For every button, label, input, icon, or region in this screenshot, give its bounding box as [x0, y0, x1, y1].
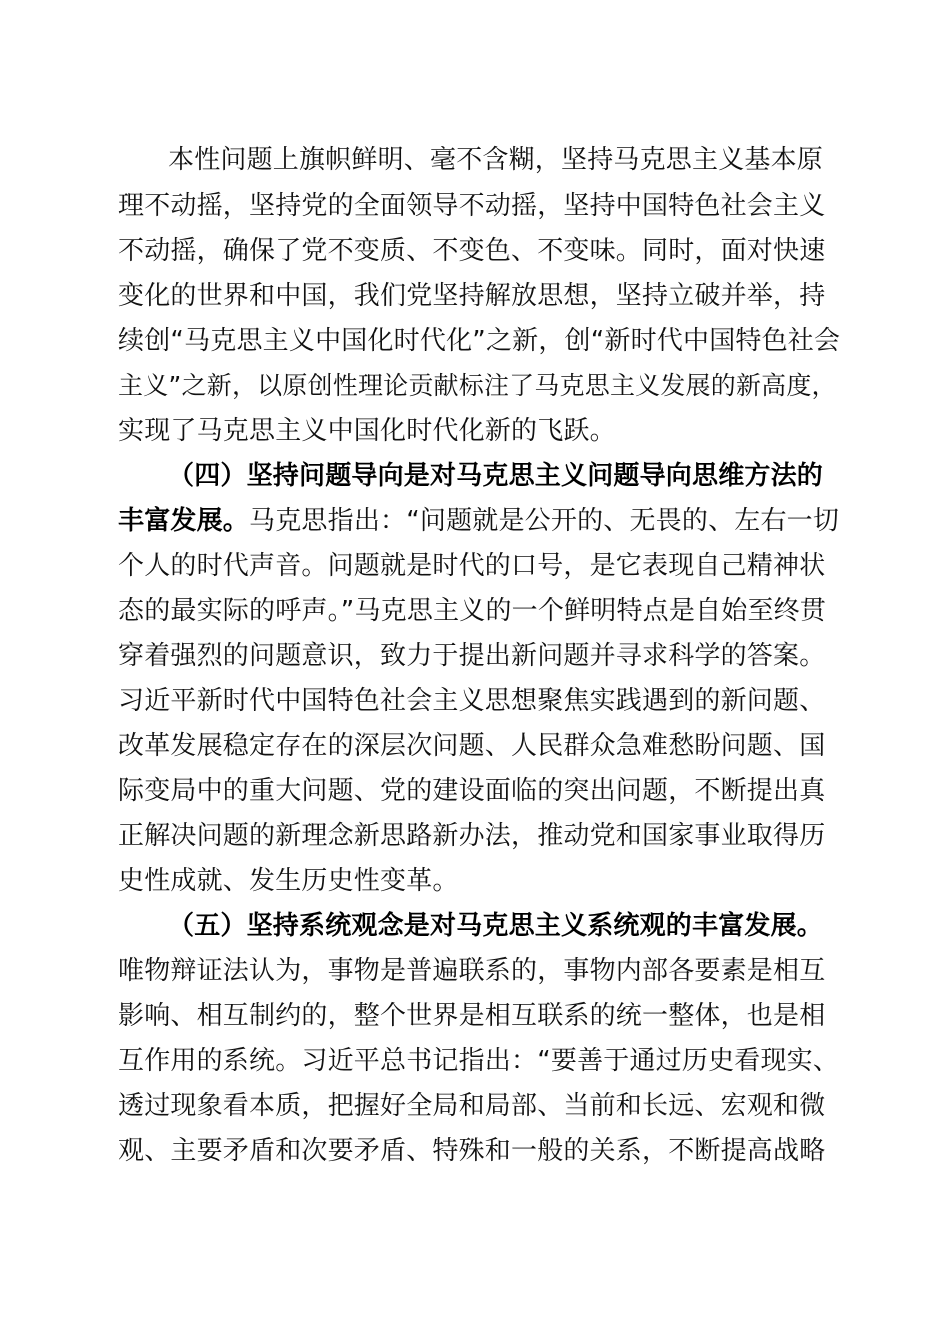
paragraph-line: 际变局中的重大问题、党的建设面临的突出问题，不断提出真 [118, 776, 826, 806]
paragraph-line [118, 499, 839, 543]
paragraph-line: 个人的时代声音。问题就是时代的口号，是它表现自己精神状 [118, 551, 826, 581]
paragraph-line: 习近平新时代中国特色社会主义思想聚焦实践遇到的新问题、 [118, 686, 826, 716]
paragraph-line: 影响、相互制约的，整个世界是相互联系的统一整体，也是相 [118, 1001, 826, 1031]
paragraph-line: 主义”之新，以原创性理论贡献标注了马克思主义发展的新高度， [118, 371, 837, 400]
paragraph-line: 透过现象看本质，把握好全局和局部、当前和长远、宏观和微 [118, 1091, 826, 1121]
paragraph-line: 理不动摇，坚持党的全面领导不动摇，坚持中国特色社会主义 [118, 191, 826, 221]
paragraph-line: 态的最实际的呼声。”马克思主义的一个鲜明特点是自始至终贯 [118, 596, 827, 626]
paragraph-line: 互作用的系统。习近平总书记指出：“要善于通过历史看现实、 [118, 1046, 840, 1076]
paragraph-line: 观、主要矛盾和次要矛盾、特殊和一般的关系，不断提高战略 [118, 1136, 826, 1166]
paragraph-line: 正解决问题的新理念新思路新办法，推动党和国家事业取得历 [118, 821, 826, 851]
section-heading: （五）坚持系统观念是对马克思主义系统观的丰富发展。 [168, 911, 824, 941]
paragraph-line: 变化的世界和中国，我们党坚持解放思想，坚持立破并举，持 [118, 281, 826, 311]
section-heading-continuation: 丰富发展。 [118, 506, 250, 536]
paragraph-line: 不动摇，确保了党不变质、不变色、不变味。同时，面对快速 [118, 236, 826, 266]
paragraph-text: 马克思指出：“问题就是公开的、无畏的、左右一切 [249, 506, 840, 536]
section-heading: （四）坚持问题导向是对马克思主义问题导向思维方法的 [168, 461, 824, 491]
paragraph-line: 唯物辩证法认为，事物是普遍联系的，事物内部各要素是相互 [118, 956, 826, 986]
paragraph-line: 本性问题上旗帜鲜明、毫不含糊，坚持马克思主义基本原 [168, 145, 824, 175]
paragraph-line: 续创“马克思主义中国化时代化”之新，创“新时代中国特色社会 [118, 326, 841, 356]
paragraph-line: 实现了马克思主义中国化时代化新的飞跃。 [118, 416, 616, 446]
paragraph-line: 穿着强烈的问题意识，致力于提出新问题并寻求科学的答案。 [118, 641, 826, 671]
paragraph-line: 史性成就、发生历史性变革。 [118, 866, 459, 896]
paragraph-line: 改革发展稳定存在的深层次问题、人民群众急难愁盼问题、国 [118, 731, 826, 761]
